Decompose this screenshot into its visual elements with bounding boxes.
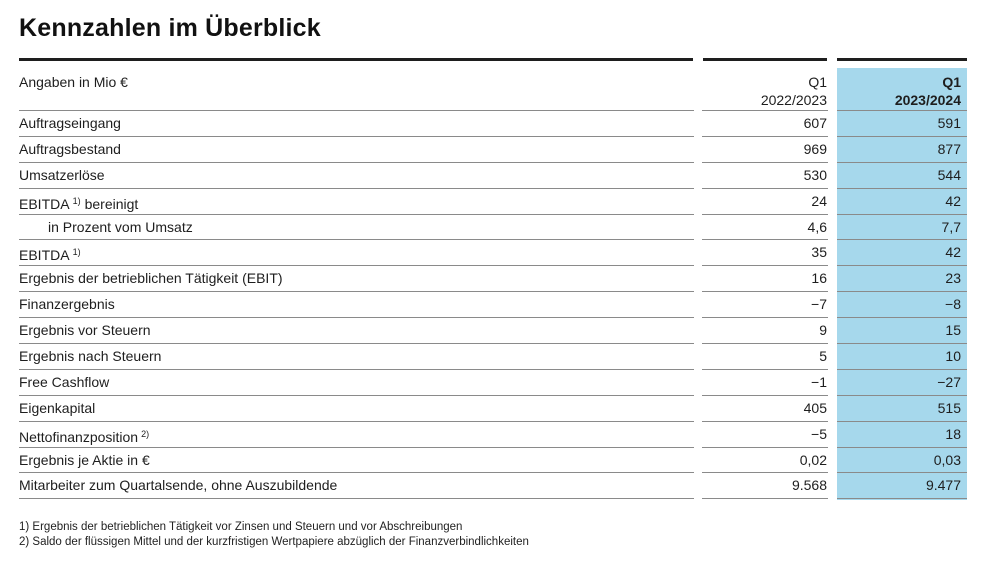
row-label: Ergebnis je Aktie in € <box>19 451 150 468</box>
table-row <box>19 189 967 215</box>
top-rule-current-column <box>837 58 967 61</box>
page-title: Kennzahlen im Überblick <box>19 14 321 42</box>
table-row <box>19 448 967 474</box>
row-label: Free Cashflow <box>19 373 110 390</box>
prev-period-value: 0,02 <box>799 451 827 468</box>
prev-period-value: 9.568 <box>791 477 827 494</box>
current-period-value: 591 <box>937 115 961 131</box>
row-label: Ergebnis nach Steuern <box>19 348 162 365</box>
row-label: Mitarbeiter zum Quartalsende, ohne Auszubildende <box>19 477 338 494</box>
current-period-value: 15 <box>945 322 961 339</box>
prev-period-value: 5 <box>819 348 827 365</box>
current-period-value: 9.477 <box>925 477 961 494</box>
footnote-2: 2) Saldo der flüssigen Mittel und der kurzfristigen Wertpapiere abzüglich der Finanzverbindlichkeiten <box>19 535 529 548</box>
current-period-value: 23 <box>945 270 961 287</box>
table-row <box>19 318 967 344</box>
row-label: Eigenkapital <box>19 399 96 416</box>
table-row <box>19 344 967 370</box>
table-row <box>19 292 967 318</box>
current-period-value: 515 <box>937 399 961 416</box>
top-rule-label-column <box>19 58 693 61</box>
table-header-row <box>19 68 967 111</box>
table-row <box>19 266 967 292</box>
current-period-value: 42 <box>945 244 961 261</box>
current-period-value: −27 <box>937 373 961 390</box>
prev-period-value: 9 <box>819 322 827 339</box>
table-row <box>19 240 967 266</box>
footnote-ref: 1) <box>72 247 81 258</box>
current-period-value: 18 <box>945 425 961 442</box>
prev-period-value: 16 <box>811 270 827 287</box>
prev-period-value: −7 <box>811 296 827 313</box>
table-row <box>19 370 967 396</box>
table-row <box>19 396 967 422</box>
header-current-period: Q1 2023/2024 <box>894 74 961 108</box>
table-row <box>19 215 967 241</box>
table-row <box>19 473 967 499</box>
row-label: Umsatzerlöse <box>19 166 105 183</box>
current-period-value: 10 <box>945 348 961 365</box>
footnote-ref: 1) <box>72 195 81 206</box>
table-row <box>19 137 967 163</box>
prev-period-value: 969 <box>803 140 827 157</box>
row-label: Ergebnis vor Steuern <box>19 322 151 339</box>
prev-period-value: 24 <box>811 192 827 209</box>
current-period-value: 7,7 <box>941 218 961 235</box>
row-label: Auftragsbestand <box>19 140 121 157</box>
current-period-value: 42 <box>945 192 961 209</box>
current-period-value: 0,03 <box>933 451 961 468</box>
key-figures-table <box>19 68 967 499</box>
header-prev-period: Q1 2022/2023 <box>760 74 827 108</box>
row-label: Ergebnis der betrieblichen Tätigkeit (EBIT) <box>19 270 283 287</box>
current-period-value: −8 <box>945 296 961 313</box>
table-row <box>19 163 967 189</box>
row-label: Nettofinanzposition $^{2)}$ <box>19 428 150 445</box>
prev-period-value: 530 <box>803 166 827 183</box>
top-rule-prev-column <box>703 58 827 61</box>
row-label: Finanzergebnis <box>19 296 115 313</box>
prev-period-value: −1 <box>811 373 827 390</box>
table-row <box>19 422 967 448</box>
footnote-1: 1) Ergebnis der betrieblichen Tätigkeit vor Zinsen und Steuern und vor Abschreibungen <box>19 521 463 533</box>
prev-period-value: −5 <box>811 425 827 442</box>
row-label: Auftragseingang <box>19 115 121 131</box>
table-body <box>19 111 967 499</box>
table-row <box>19 111 967 137</box>
prev-period-value: 35 <box>811 244 827 261</box>
row-label: in Prozent vom Umsatz <box>48 218 193 235</box>
header-units-label: Angaben in Mio € <box>19 74 128 90</box>
prev-period-value: 607 <box>803 115 827 131</box>
row-label: EBITDA $^{1)}$ <box>19 247 81 264</box>
row-label: EBITDA $^{1)}$ bereinigt <box>19 195 139 212</box>
prev-period-value: 4,6 <box>807 218 827 235</box>
current-period-value: 877 <box>937 140 961 157</box>
current-period-value: 544 <box>937 166 961 183</box>
prev-period-value: 405 <box>803 399 827 416</box>
footnote-ref: 2) <box>141 428 150 439</box>
footnotes <box>19 520 529 549</box>
